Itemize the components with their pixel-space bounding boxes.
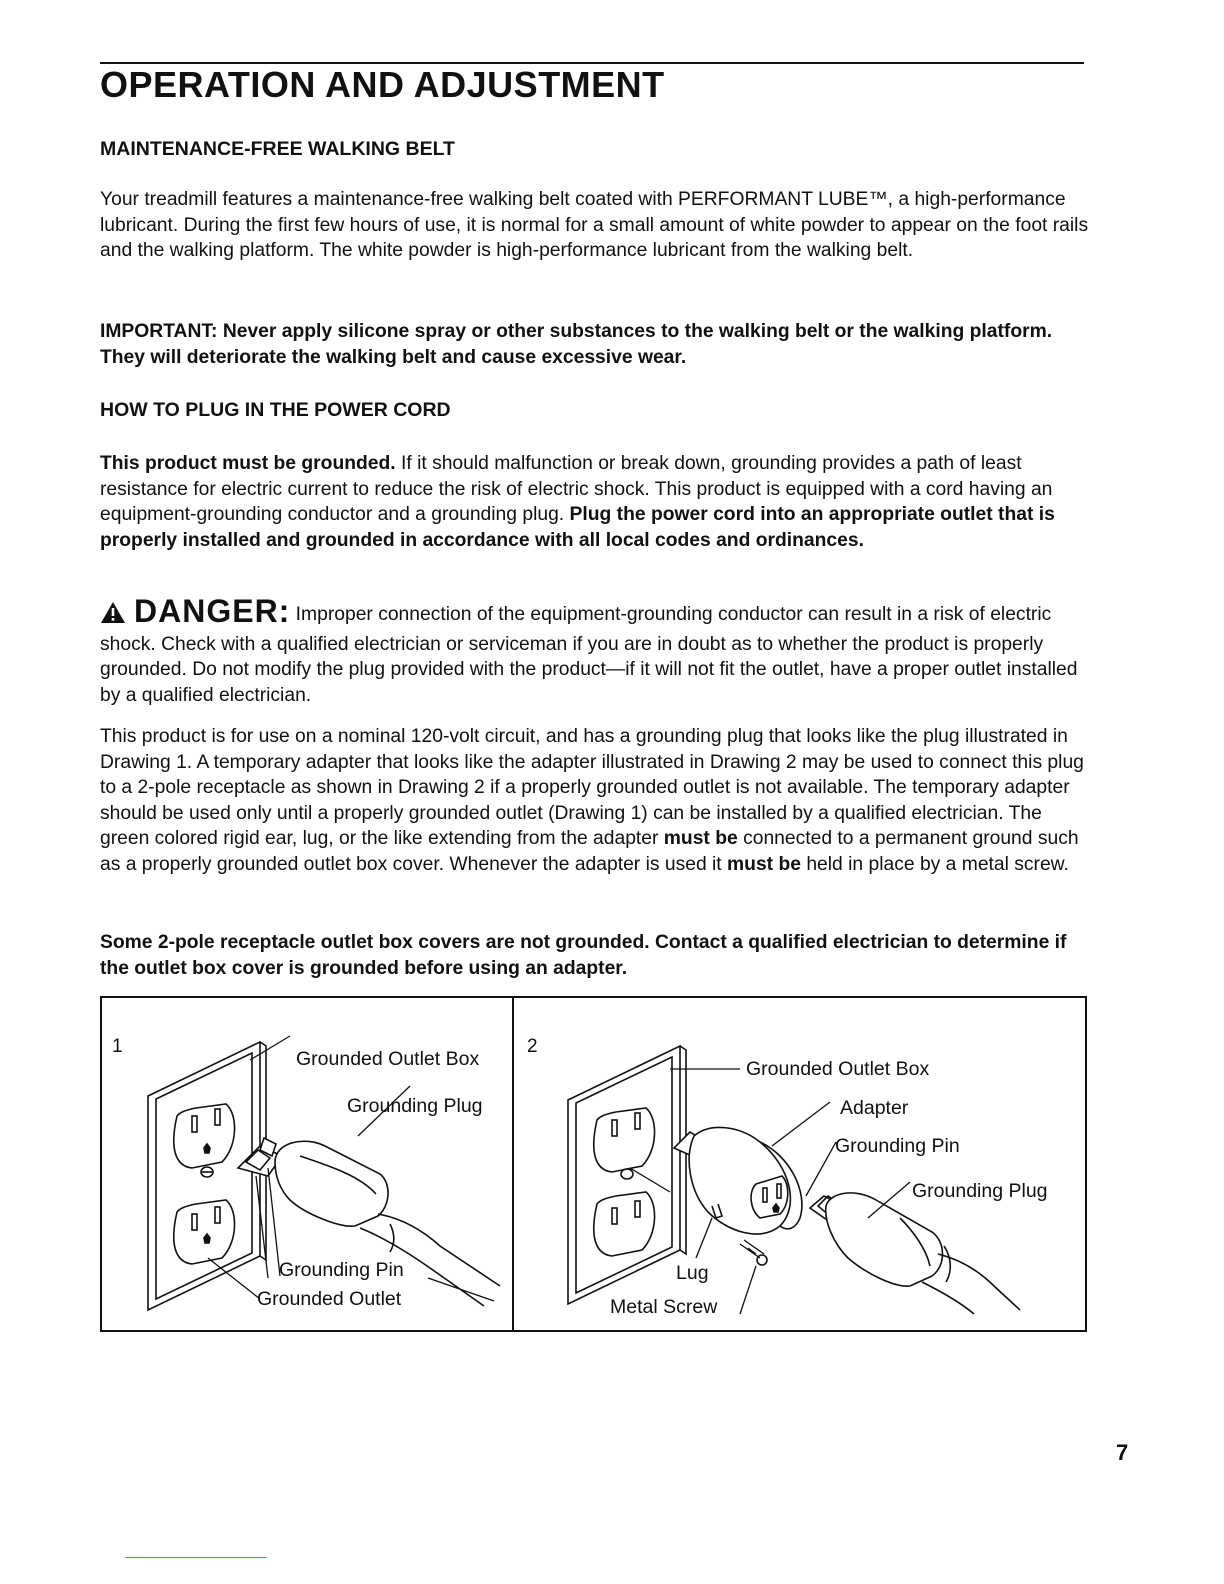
danger-paragraph [100,593,1090,708]
important-note: IMPORTANT: Never apply silicone spray or other substances to the walking belt or the walking platform. They will deteriorate the walking belt and cause excessive wear. [100,321,1053,368]
must-be-1: must be [663,828,738,849]
page-title: OPERATION AND ADJUSTMENT [100,64,665,105]
adapter-text-c: held in place by a metal screw. [800,853,1069,875]
d2-adapter-label: Adapter [840,1097,909,1119]
cord-heading: HOW TO PLUG IN THE POWER CORD [100,399,451,421]
d2-grounding-plug-label: Grounding Plug [912,1180,1048,1202]
grounding-paragraph [100,451,1090,553]
adapter-text-a: This product is for use on a nominal 120-volt circuit, and has a grounding plug that looks like the plug illustrated in Drawing 1. A temporary adapter that looks like the adapter illustrated in Drawing 2 may be used to connect this plug to a 2-pole receptacle as shown in Drawing 2 if a properly grounded outlet is not available. The temporary adapter should be used only until a properly grounded outlet (Drawing 1) can be installed by a qualified electrician. The green colored rigid ear, lug, or the like extending from the adapter [100,726,1084,849]
grounding-lead: This product must be grounded. [100,453,396,474]
drawings-figure [100,996,1087,1332]
d2-grounded-outlet-box-label: Grounded Outlet Box [746,1058,930,1080]
adapter-text-b: connected to a permanent ground such as a properly grounded outlet box cover. Whenever the adapter is used it [100,828,1079,875]
d1-grounded-outlet-box-label: Grounded Outlet Box [296,1048,480,1070]
danger-label: DANGER: [134,593,291,629]
drawing-1-outlet-plate [148,1042,266,1310]
d2-lug-label: Lug [676,1262,709,1284]
grounding-instruction: Plug the power cord into an appropriate outlet that is properly installed and grounded in accordance with all local codes and ordinances. [100,504,1055,551]
outlet-cover-warning: Some 2-pole receptacle outlet box covers are not grounded. Contact a qualified electrician to determine if the outlet box cover is grounded before using an adapter. [100,932,1067,979]
drawings-illustration [100,996,1087,1332]
drawing-1-number: 1 [112,1036,123,1057]
footer-line [125,1557,267,1558]
d2-metal-screw-label: Metal Screw [610,1296,718,1318]
drawing-2-outlet-plate [568,1046,686,1304]
drawing-2-number: 2 [527,1036,538,1057]
drawing-2-plug [810,1193,1020,1314]
danger-text: Improper connection of the equipment-grounding conductor can result in a risk of electric shock. Check with a qualified electrician or serviceman if you are in doubt as to whether the product is properly grounded. Do not modify the plug provided with the product—if it will not fit the outlet, have a proper outlet installed by a qualified electrician. [100,604,1078,706]
d2-grounding-pin-label: Grounding Pin [835,1135,960,1157]
d1-grounded-outlet-label: Grounded Outlet [257,1288,402,1310]
adapter-paragraph [100,724,1090,877]
must-be-2: must be [727,853,801,875]
d1-grounding-pin-label: Grounding Pin [279,1259,404,1281]
drawing-2-adapter [674,1127,802,1265]
d1-grounding-plug-label: Grounding Plug [347,1095,483,1117]
grounding-body: If it should malfunction or break down, grounding provides a path of least resistance for electric current to reduce the risk of electric shock. This product is equipped with a cord having an equipment-grounding conductor and a grounding plug. [100,453,1053,525]
belt-paragraph: Your treadmill features a maintenance-free walking belt coated with PERFORMANT LUBE™, a high-performance lubricant. During the first few hours of use, it is normal for a small amount of white powder to appear on the foot rails and the walking platform. The white powder is high-performance lubricant from the walking belt. [100,189,1089,261]
warning-triangle-icon [100,601,126,632]
page-number: 7 [1116,1440,1129,1465]
belt-heading: MAINTENANCE-FREE WALKING BELT [100,138,455,160]
